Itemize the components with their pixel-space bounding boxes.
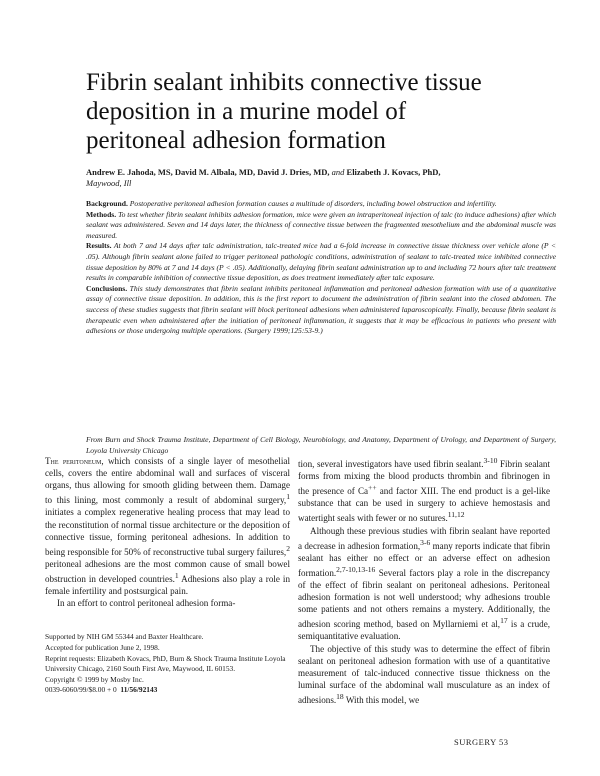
abstract-background-label: Background. bbox=[86, 199, 128, 208]
footnote-code-text: 0039-6060/99/$8.00 + 0 bbox=[45, 685, 117, 695]
title-line: Fibrin sealant inhibits connective tissue bbox=[86, 69, 482, 96]
reference-marker: 17 bbox=[500, 616, 508, 626]
abstract-methods-text: To test whether fibrin sealant inhibits adhesion formation, mice were given an intraperitoneal injection of talc (to induce adhesions) after which sealant was administered. Seven and 14 days later, the thickness of connective tissue between the fragmented mesothelium and the abdominal muscle was measured. bbox=[86, 209, 557, 240]
footnote-reprint: Reprint requests: Elizabeth Kovacs, PhD, Burn & Shock Trauma Institute Loyola University Chicago, 2160 South First Ave, Maywood, IL 60153. bbox=[45, 654, 286, 674]
body-text: many reports indicate that fibrin sealant has either no effect or an adverse effect on adhesion formation. bbox=[298, 540, 550, 578]
author-last: Elizabeth J. Kovacs, PhD, bbox=[346, 167, 441, 177]
reference-marker: 18 bbox=[336, 691, 344, 701]
abstract-background bbox=[86, 199, 556, 210]
author-list bbox=[86, 167, 546, 189]
footnote-code bbox=[45, 685, 290, 695]
body-paragraph bbox=[298, 525, 550, 643]
author-location: Maywood, Ill bbox=[86, 178, 132, 188]
body-text: tion, several investigators have used fibrin sealant. bbox=[298, 459, 484, 470]
abstract-conclusions-text: This study demonstrates that fibrin sealant inhibits peritoneal inflammation and peritoneal adhesion formation with use of a quantitative assay of connective tissue deposition. In addition, this is the first report to document the administration of fibrin sealant into the closed abdomen. The success of these studies suggests that fibrin sealant will block peritoneal adhesions when administered laparoscopically. Finally, because fibrin sealant is therapeutic even when administered after the initiation of peritoneal inflammation, it suggests that it may be efficacious in patients who present with adhesions or those undergoing multiple operations. (Surgery 1999;125:53-9.) bbox=[86, 283, 556, 336]
reference-marker: 2 bbox=[286, 543, 290, 553]
footnote-copyright: Copyright © 1999 by Mosby Inc. bbox=[45, 675, 144, 685]
abstract-methods-label: Methods. bbox=[86, 209, 117, 219]
body-paragraph bbox=[45, 455, 290, 597]
body-paragraph: In an effort to control peritoneal adhesion forma- bbox=[57, 598, 236, 609]
abstract-background-text: Postoperative peritoneal adhesion formation causes a multitude of disorders, including bowel obstruction and infertility. bbox=[129, 199, 497, 208]
superscript: ++ bbox=[368, 483, 377, 493]
body-text: is a crude, semiquantitative evaluation. bbox=[298, 619, 550, 642]
body-column-left bbox=[45, 455, 290, 609]
abstract bbox=[86, 199, 556, 337]
body-text: The objective of this study was to determine the effect of fibrin sealant on peritoneal adhesion formation with use of a quantitative measurement of talc-induced connective tissue thickness on the luminal surface of the abdominal wall musculature as an index of adhesions. bbox=[298, 643, 550, 705]
footnote-support: Supported by NIH GM 55344 and Baxter Healthcare. bbox=[45, 632, 204, 641]
author-names: Andrew E. Jahoda, MS, David M. Albala, MD, David J. Dries, MD, bbox=[86, 167, 330, 177]
title-line: peritoneal adhesion formation bbox=[86, 127, 386, 154]
author-and: and bbox=[331, 167, 345, 177]
body-text: and factor XIII. The end product is a gel-like substance that can be used in surgery to achieve hemostasis and watertight seals with fewer or no sutures. bbox=[298, 486, 550, 524]
abstract-conclusions-label: Conclusions. bbox=[86, 283, 128, 293]
body-text: Several factors play a role in the discrepancy of the effect of fibrin sealant on peritoneal adhesions. Peritoneal adhesion formation is not well understood; why adhesions trouble some patients and not others remains a mystery. Additionally, the adhesion scoring method, based on Myllarniemi et al, bbox=[298, 567, 550, 630]
reference-marker: 1 bbox=[286, 492, 290, 502]
reference-marker: 3-6 bbox=[420, 537, 431, 547]
body-text: initiates a complex regenerative healing process that may lead to the reconstitution of normal tissue architecture or the deposition of connective tissue, forming peritoneal adhesions. In addition to being responsible for 50% of reconstructive tubal surgery failures, bbox=[45, 507, 290, 557]
body-text: Fibrin sealant forms from mixing the blood products thrombin and fibrinogen in the presence of Ca bbox=[298, 459, 550, 497]
body-text: which consists of a single layer of mesothelial cells, covers the entire abdominal wall and surfaces of visceral organs, thus allowing for smooth gliding between them. Damage to this lining, most commonly a result of abdominal surgery, bbox=[45, 456, 290, 506]
body-text: With this model, we bbox=[345, 694, 420, 705]
abstract-results bbox=[86, 241, 556, 283]
body-paragraph bbox=[298, 643, 550, 707]
body-text: Adhesions also play a role in female infertility and postsurgical pain. bbox=[45, 573, 290, 597]
abstract-conclusions bbox=[86, 284, 556, 337]
abstract-results-label: Results. bbox=[86, 241, 112, 251]
reference-marker: 2,7-10,13-16 bbox=[336, 564, 376, 574]
reference-marker: 1 bbox=[174, 570, 179, 580]
body-paragraph bbox=[298, 455, 550, 525]
footnote-code-bold: 11/56/92143 bbox=[120, 685, 158, 695]
title-line: deposition in a murine model of bbox=[86, 98, 407, 125]
article-title bbox=[86, 68, 506, 155]
affiliation: From Burn and Shock Trauma Institute, Department of Cell Biology, Neurobiology, and Anatomy, Department of Urology, and Department of Surgery, Loyola University Chicago bbox=[86, 435, 556, 455]
reference-marker: 11,12 bbox=[447, 510, 465, 520]
body-column-right bbox=[298, 455, 550, 706]
body-text: Although these previous studies with fibrin sealant have reported a decrease in adhesion formation, bbox=[298, 525, 550, 551]
journal-page-footer: SURGERY 53 bbox=[454, 737, 509, 747]
abstract-methods bbox=[86, 210, 556, 242]
reference-marker: 3-10 bbox=[483, 456, 498, 465]
abstract-results-text: At both 7 and 14 days after talc administration, talc-treated mice had a 6-fold increase in connective tissue thickness over vehicle alone (P < .05). Although fibrin sealant alone failed to trigger peritoneal pathologic conditions, administration of sealant to talc-treated mice inhibited connective tissue deposition by 80% at 7 and 14 days (P < .05). Additionally, delaying fibrin sealant administration up to and including 72 hours after talc treatment results in comparable inhibition of connective tissue deposition, as does treatment immediately after talc exposure. bbox=[86, 241, 556, 283]
footnotes bbox=[45, 632, 290, 697]
body-text: peritoneal adhesions are the most common cause of small bowel obstruction in developed countries. bbox=[45, 558, 290, 584]
lead-in: The peritoneum, bbox=[45, 456, 104, 466]
footnote-accepted: Accepted for publication June 2, 1998. bbox=[45, 643, 160, 653]
